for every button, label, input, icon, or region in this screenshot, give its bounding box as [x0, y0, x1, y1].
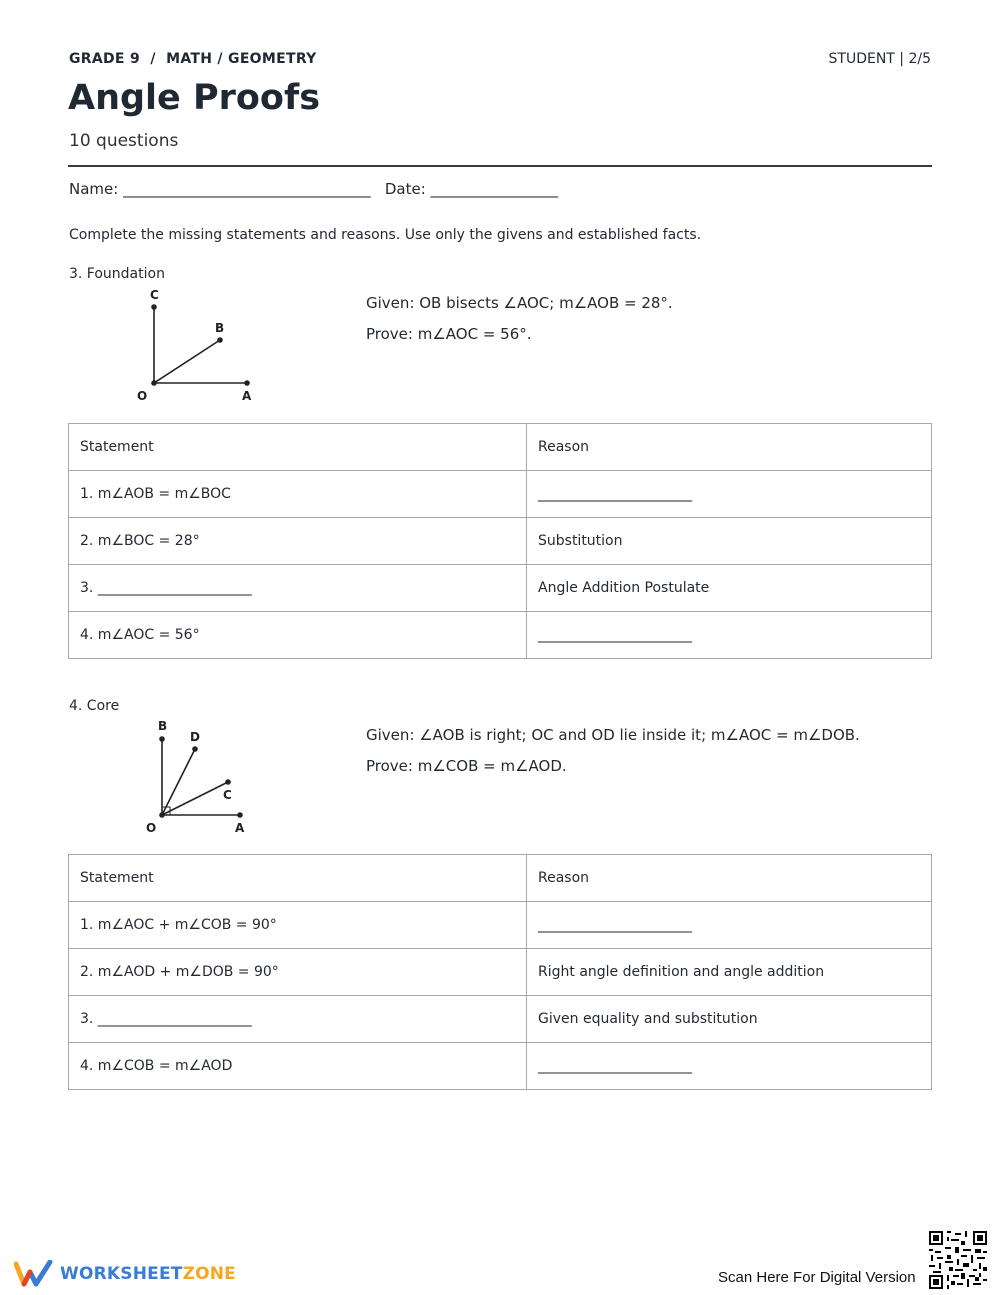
label-d: D	[190, 730, 200, 744]
header-divider	[68, 165, 932, 167]
reason-cell: ______________________	[527, 612, 932, 659]
qr-code-icon[interactable]	[929, 1231, 987, 1289]
question-4-given: Given: ∠AOB is right; OC and OD lie inside it; m∠AOC = m∠DOB.	[366, 726, 860, 744]
point-a	[237, 812, 243, 818]
worksheetzone-logo[interactable]	[14, 1260, 236, 1288]
question-3-figure	[120, 284, 280, 406]
page-title: Angle Proofs	[68, 78, 321, 118]
label-a: A	[235, 821, 245, 835]
worksheetzone-w-logo-icon	[14, 1260, 54, 1288]
breadcrumb: GRADE 9 / MATH / GEOMETRY	[69, 51, 317, 67]
reason-cell: ______________________	[527, 902, 932, 949]
question-3-prove: Prove: m∠AOC = 56°.	[366, 325, 532, 343]
point-o	[151, 380, 157, 386]
table-row	[69, 1043, 932, 1090]
question-4-figure	[130, 716, 260, 838]
question-3-proof-table	[68, 423, 932, 659]
label-o: O	[137, 389, 148, 403]
label-o: O	[146, 821, 157, 835]
table-row	[69, 612, 932, 659]
scan-instruction: Scan Here For Digital Version	[718, 1269, 916, 1286]
question-4-proof-table	[68, 854, 932, 1090]
reason-cell: ______________________	[527, 471, 932, 518]
reason-cell: Given equality and substitution	[527, 996, 932, 1043]
name-date-line: Name: _________________________________ Date: _________________	[69, 180, 559, 198]
reason-header: Reason	[527, 855, 932, 902]
statement-cell: 2. m∠AOD + m∠DOB = 90°	[69, 949, 527, 996]
point-c	[225, 779, 231, 785]
point-d	[192, 746, 198, 752]
question-3-given: Given: OB bisects ∠AOC; m∠AOB = 28°.	[366, 294, 673, 312]
table-row	[69, 518, 932, 565]
table-row	[69, 949, 932, 996]
question-4-label: 4. Core	[69, 698, 120, 714]
question-3-label: 3. Foundation	[69, 266, 165, 282]
point-a	[244, 380, 250, 386]
question-count: 10 questions	[69, 131, 179, 151]
reason-cell: Angle Addition Postulate	[527, 565, 932, 612]
statement-cell: 2. m∠BOC = 28°	[69, 518, 527, 565]
instructions: Complete the missing statements and reasons. Use only the givens and established facts.	[69, 227, 702, 243]
table-row	[69, 471, 932, 518]
point-c	[151, 304, 157, 310]
reason-cell: ______________________	[527, 1043, 932, 1090]
label-b: B	[158, 719, 168, 733]
logo-text	[60, 1264, 236, 1284]
table-row	[69, 902, 932, 949]
statement-cell: 4. m∠COB = m∠AOD	[69, 1043, 527, 1090]
label-a: A	[242, 389, 252, 403]
label-c: C	[150, 288, 159, 302]
point-o	[159, 812, 165, 818]
statement-cell: 3. ______________________	[69, 996, 527, 1043]
statement-header: Statement	[69, 855, 527, 902]
ray-ob	[154, 340, 220, 383]
reason-cell: Right angle definition and angle addition	[527, 949, 932, 996]
statement-cell: 3. ______________________	[69, 565, 527, 612]
ray-od	[162, 749, 195, 815]
reason-header: Reason	[527, 424, 932, 471]
reason-cell: Substitution	[527, 518, 932, 565]
label-c: C	[223, 788, 232, 802]
statement-header: Statement	[69, 424, 527, 471]
point-b	[217, 337, 223, 343]
table-header-row	[69, 424, 932, 471]
logo-text-zone: ZONE	[182, 1264, 236, 1284]
label-b: B	[215, 321, 225, 335]
question-4-prove: Prove: m∠COB = m∠AOD.	[366, 757, 567, 775]
table-row	[69, 996, 932, 1043]
statement-cell: 1. m∠AOC + m∠COB = 90°	[69, 902, 527, 949]
page-indicator: STUDENT | 2/5	[828, 51, 931, 67]
statement-cell: 1. m∠AOB = m∠BOC	[69, 471, 527, 518]
point-b	[159, 736, 165, 742]
logo-text-worksheet: WORKSHEET	[60, 1264, 183, 1284]
statement-cell: 4. m∠AOC = 56°	[69, 612, 527, 659]
ray-oc	[162, 782, 228, 815]
table-row	[69, 565, 932, 612]
table-header-row	[69, 855, 932, 902]
